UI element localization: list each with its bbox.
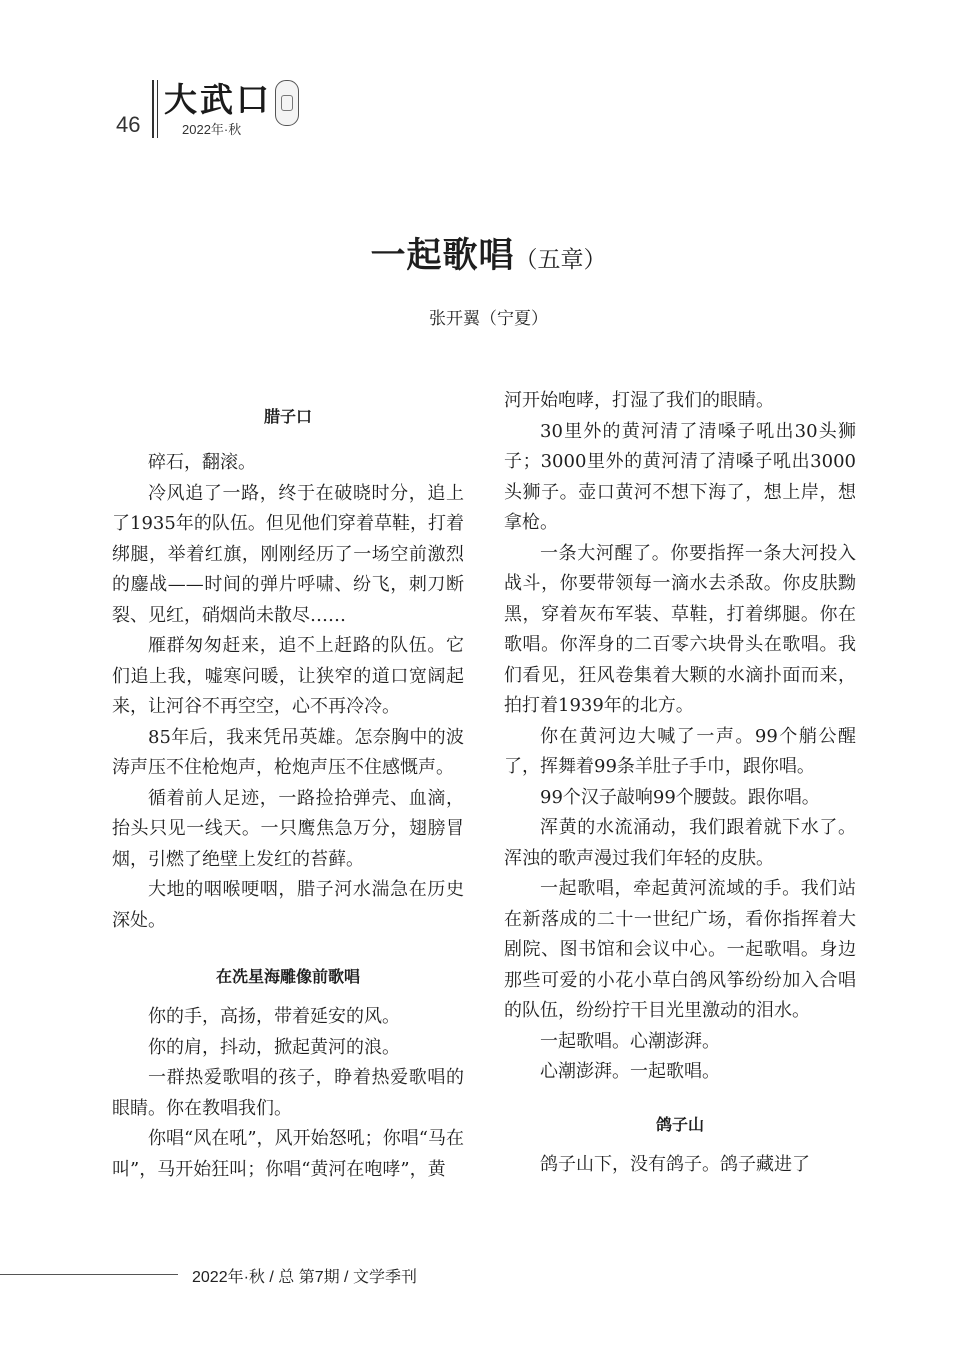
seal-icon: [275, 80, 299, 126]
paragraph: 一群热爱歌唱的孩子，睁着热爱歌唱的眼睛。你在教唱我们。: [112, 1067, 464, 1119]
paragraph: 你在黄河边大喊了一声。99个艄公醒了，挥舞着99条羊肚子手巾，跟你唱。: [504, 725, 856, 777]
magazine-logo: 大武口: [164, 80, 272, 119]
paragraph: 85年后，我来凭吊英雄。怎奈胸中的波涛声压不住枪炮声，枪炮声压不住感慨声。: [112, 726, 464, 778]
article-title: 一起歌唱: [370, 236, 515, 276]
paragraph: 大地的咽喉哽咽，腊子河水湍急在历史深处。: [112, 879, 464, 931]
article-title-suffix: （五章）: [514, 247, 607, 273]
paragraph: 循着前人足迹，一路捡拾弹壳、血滴，抬头只见一线天。一只鹰焦急万分，翅膀冒烟，引燃了绝壁上发红的苔藓。: [112, 787, 464, 870]
article-author: 张开翼（宁夏）: [429, 309, 548, 329]
paragraph: 一起歌唱。心潮澎湃。: [540, 1030, 720, 1052]
paragraph-continued: 河开始咆哮，打湿了我们的眼睛。: [504, 390, 774, 411]
issue-label: 2022年·秋: [182, 122, 242, 137]
header-divider: [152, 80, 154, 138]
paragraph: 浑黄的水流涌动，我们跟着就下水了。浑浊的歌声漫过我们年轻的皮肤。: [504, 817, 856, 869]
paragraph: 99个汉子敲响99个腰鼓。跟你唱。: [540, 786, 820, 808]
paragraph: 你唱“风在吼”，风开始怒吼；你唱“马在叫”，马开始狂叫；你唱“黄河在咆哮”，黄: [112, 1128, 464, 1180]
section-heading-gezishan: 鸽子山: [655, 1114, 704, 1134]
footer-rule: [0, 1274, 178, 1275]
paragraph: 一条大河醒了。你要指挥一条大河投入战斗，你要带领每一滴水去杀敌。你皮肤黝黑，穿着灰布军装、草鞋，打着绑腿。你在歌唱。你浑身的二百零六块骨头在歌唱。我们看见，狂风卷集着大颗的水滴扑面而来，拍打着1939年的北方。: [504, 542, 856, 716]
section-heading-xian-xinghai: 在冼星海雕像前歌唱: [215, 967, 360, 986]
paragraph: 雁群匆匆赶来，追不上赶路的队伍。它们追上我，嘘寒问暖，让狭窄的道口宽阔起来，让河谷不再空空，心不再冷冷。: [112, 635, 464, 717]
page-header: [0, 0, 977, 160]
article-title-block: [0, 228, 977, 278]
paragraph: 冷风追了一路，终于在破晓时分，追上了1935年的队伍。但见他们穿着草鞋，打着绑腿，举着红旗，刚刚经历了一场空前激烈的鏖战——时间的弹片呼啸、纷飞，刺刀断裂、见红，硝烟尚未散尽……: [112, 482, 464, 626]
page-number: 46: [116, 112, 141, 137]
paragraph: 一起歌唱，牵起黄河流域的手。我们站在新落成的二十一世纪广场，看你指挥着大剧院、图书馆和会议中心。一起歌唱。身边那些可爱的小花小草白鸽风筝纷纷加入合唱的队伍，纷纷拧干目光里激动的泪水。: [504, 878, 856, 1021]
right-column: [504, 386, 856, 1180]
header-divider-thin: [157, 80, 158, 138]
paragraph: 你的手，高扬，带着延安的风。: [148, 1006, 400, 1027]
paragraph: 鸽子山下，没有鸽子。鸽子藏进了: [540, 1153, 810, 1175]
section-heading-lazikou: 腊子口: [263, 407, 312, 426]
paragraph: 你的肩，抖动，掀起黄河的浪。: [148, 1036, 400, 1058]
paragraph: 心潮澎湃。一起歌唱。: [540, 1061, 720, 1082]
left-column: [112, 386, 464, 1185]
paragraph: 碎石，翻滚。: [148, 452, 256, 473]
paragraph: 30里外的黄河清了清嗓子吼出30头狮子；3000里外的黄河清了清嗓子吼出3000头狮子。壶口黄河不想下海了，想上岸，想拿枪。: [504, 420, 856, 533]
footer-issue-info: 2022年·秋 / 总 第7期 / 文学季刊: [192, 1269, 417, 1286]
